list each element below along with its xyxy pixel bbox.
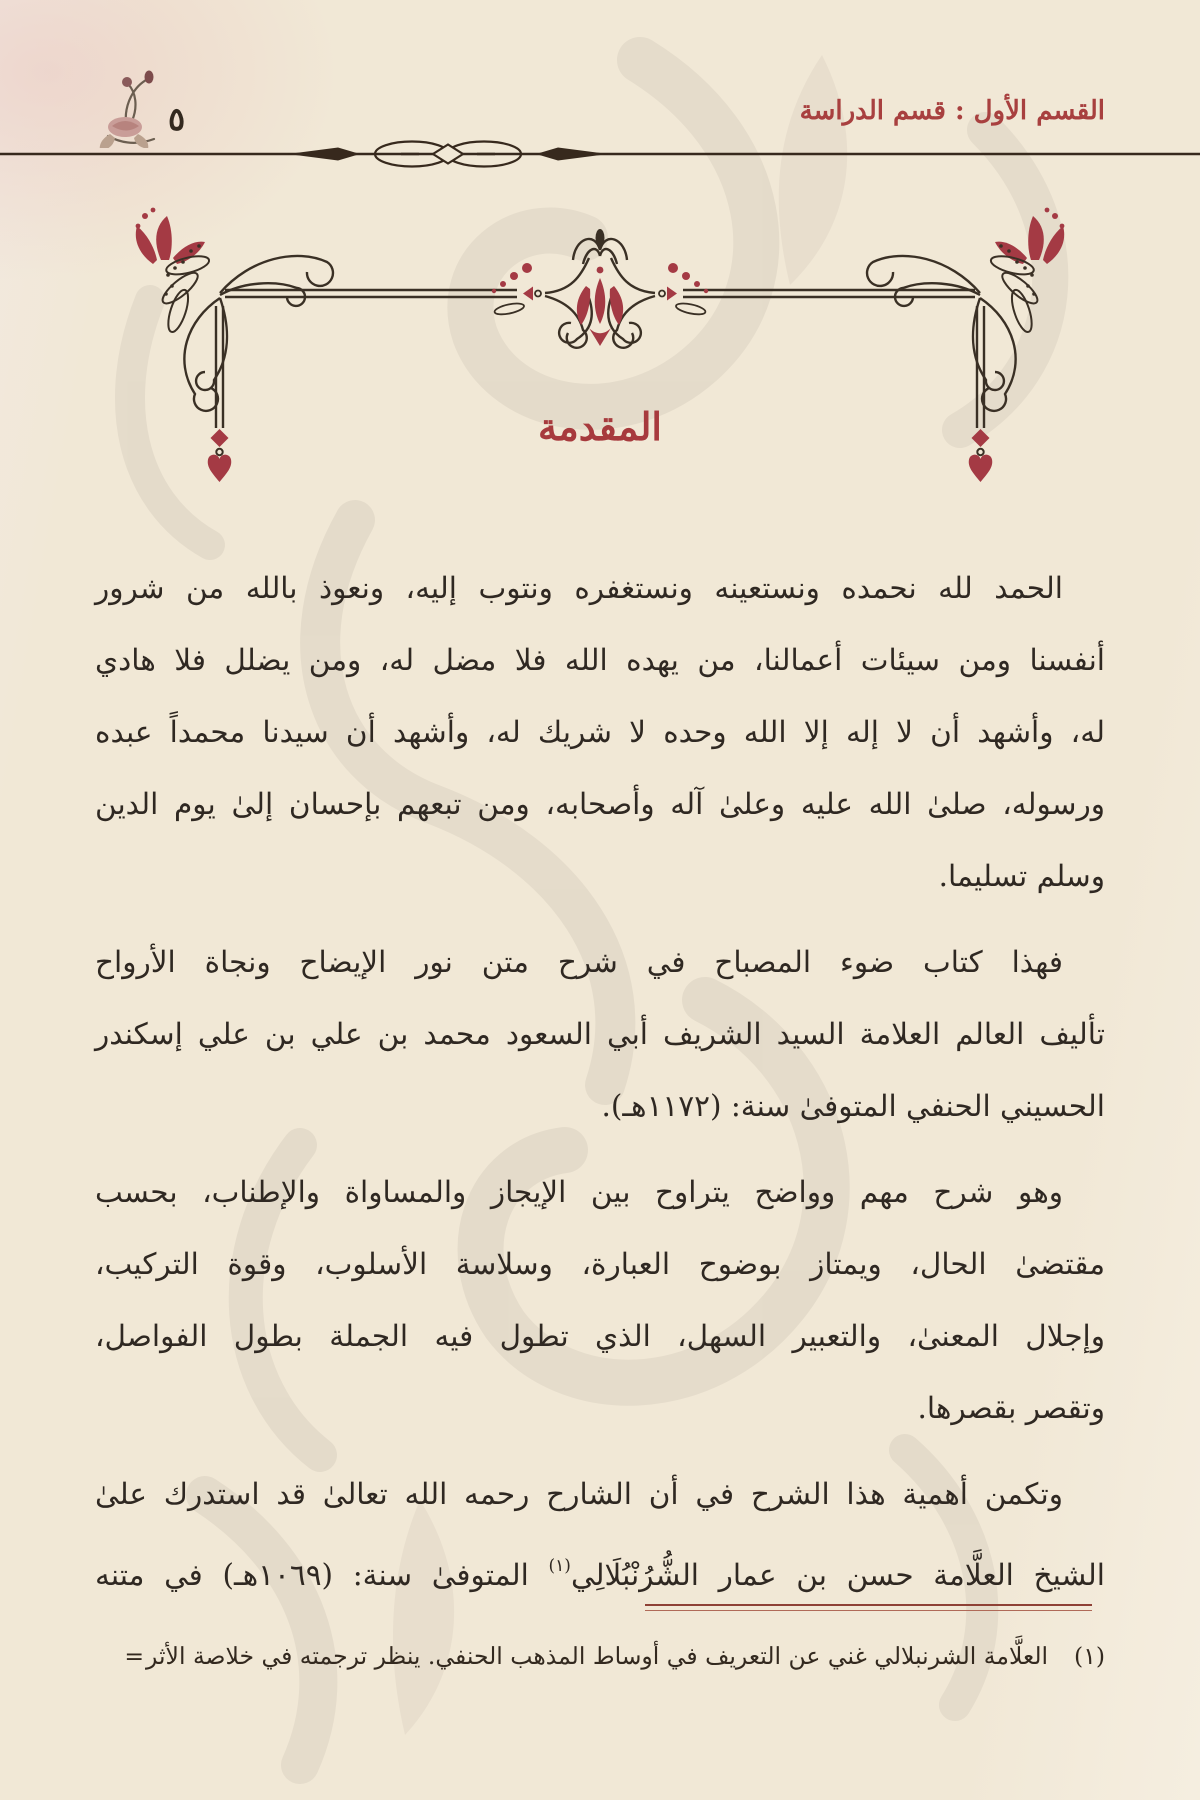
footnote-marker: (١)	[1074, 1642, 1105, 1670]
text-line: مقتضىٰ الحال، ويمتاز بوضوح العبارة، وسلاسة الأسلوب، وقوة التركيب،	[95, 1247, 1105, 1281]
text-segment: الشيخ العلَّامة حسن بن عمار الشُّرُنْبُلَالِي	[570, 1558, 1105, 1592]
text-line: وإجلال المعنىٰ، والتعبير السهل، الذي تطول فيه الجملة بطول الفواصل،	[95, 1319, 1105, 1353]
paragraph	[95, 926, 1105, 1142]
arrow-infinity-divider-icon	[0, 134, 1200, 174]
text-line	[95, 1530, 1105, 1602]
text-line: وهو شرح مهم وواضح يتراوح بين الإيجاز والمساواة والإطناب، بحسب	[95, 1175, 1063, 1209]
paragraph	[95, 552, 1105, 912]
body-text	[95, 552, 1105, 1602]
text-line: له، وأشهد أن لا إله إلا الله وحده لا شريك له، وأشهد أن سيدنا محمداً عبده	[95, 715, 1105, 749]
footnote-text: العلَّامة الشرنبلالي غني عن التعريف في أوساط المذهب الحنفي. ينظر ترجمته في خلاصة الأثر	[146, 1642, 1049, 1670]
footnote	[60, 1634, 1105, 1678]
text-line: وتقصر بقصرها.	[917, 1391, 1105, 1425]
paragraph	[95, 1458, 1105, 1602]
text-segment: المتوفىٰ سنة: (١٠٦٩هـ) في متنه	[95, 1558, 549, 1592]
text-line: تأليف العالم العلامة السيد الشريف أبي السعود محمد بن علي بن علي إسكندر	[95, 1017, 1105, 1051]
paragraph	[95, 1156, 1105, 1444]
text-line: الحسيني الحنفي المتوفىٰ سنة: (١١٧٢هـ).	[601, 1089, 1105, 1123]
text-line: وسلم تسليما.	[938, 859, 1105, 893]
page-title: المقدمة	[537, 404, 662, 449]
text-line: فهذا كتاب ضوء المصباح في شرح متن نور الإيضاح ونجاة الأرواح	[95, 945, 1063, 979]
page-number: ٥	[168, 100, 186, 138]
text-line: ورسوله، صلىٰ الله عليه وعلىٰ آله وأصحابه، ومن تبعهم بإحسان إلىٰ يوم الدين	[95, 787, 1105, 821]
footnote-separator	[645, 1604, 1092, 1611]
section-header: القسم الأول : قسم الدراسة	[799, 96, 1105, 126]
footnote-continuation: =	[124, 1642, 145, 1670]
text-line: الحمد لله نحمده ونستعينه ونستغفره ونتوب إليه، ونعوذ بالله من شرور	[95, 571, 1063, 605]
text-line: أنفسنا ومن سيئات أعمالنا، من يهده الله فلا مضل له، ومن يضلل فلا هادي	[95, 643, 1105, 677]
floral-frame-icon	[125, 198, 1075, 498]
footnote-reference: (١)	[548, 1556, 571, 1576]
text-line: وتكمن أهمية هذا الشرح في أن الشارح رحمه الله تعالىٰ قد استدرك علىٰ	[95, 1477, 1063, 1511]
